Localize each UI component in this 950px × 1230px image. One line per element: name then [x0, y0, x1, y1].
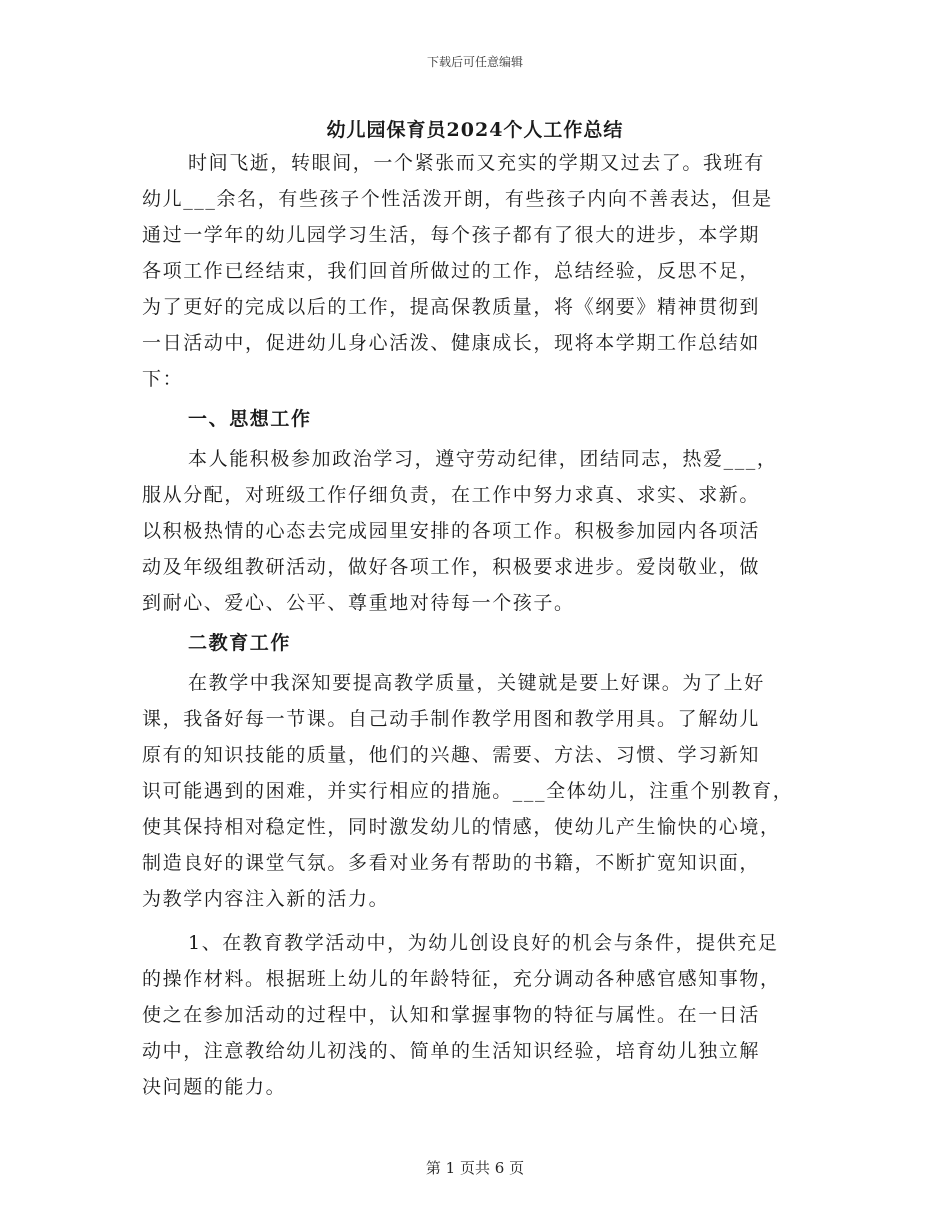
body-line: 通过一学年的幼儿园学习生活，每个孩子都有了很大的进步，本学期: [142, 224, 761, 246]
body-line: 为了更好的完成以后的工作，提高保教质量，将《纲要》精神贯彻到: [142, 296, 761, 318]
body-line: 动及年级组教研活动，做好各项工作，积极要求进步。爱岗敬业，做: [142, 556, 761, 578]
body-line: 制造良好的课堂气氛。多看对业务有帮助的书籍，不断扩宽知识面，: [142, 852, 761, 874]
body-line: 使之在参加活动的过程中，认知和掌握事物的特征与属性。在一日活: [142, 1004, 761, 1026]
body-line: 课，我备好每一节课。自己动手制作教学用图和教学用具。了解幼儿: [142, 708, 761, 730]
body-line: 决问题的能力。: [142, 1076, 287, 1098]
body-line: 以积极热情的心态去完成园里安排的各项工作。积极参加园内各项活: [142, 520, 761, 542]
section-heading: 二教育工作: [188, 632, 292, 654]
body-line: 原有的知识技能的质量，他们的兴趣、需要、方法、习惯、学习新知: [142, 744, 761, 766]
body-line: 在教学中我深知要提高教学质量，关键就是要上好课。为了上好: [188, 672, 765, 694]
body-line: 服从分配，对班级工作仔细负责，在工作中努力求真、求实、求新。: [142, 484, 761, 506]
body-line: 到耐心、爱心、公平、尊重地对待每一个孩子。: [142, 592, 575, 614]
body-line: 1、在教育教学活动中，为幼儿创设良好的机会与条件，提供充足: [188, 932, 779, 954]
body-line: 本人能积极参加政治学习，遵守劳动纪律，团结同志，热爱___，: [188, 448, 778, 470]
body-line: 使其保持相对稳定性，同时激发幼儿的情感，使幼儿产生愉快的心境，: [142, 816, 781, 838]
page-header: 下载后可任意编辑: [426, 55, 523, 69]
body-line: 识可能遇到的困难，并实行相应的措施。___全体幼儿，注重个别教育，: [142, 780, 794, 802]
section-heading: 一、思想工作: [188, 408, 312, 430]
body-line: 幼儿___余名，有些孩子个性活泼开朗，有些孩子内向不善表达，但是: [142, 188, 773, 210]
body-line: 动中，注意教给幼儿初浅的、简单的生活知识经验，培育幼儿独立解: [142, 1040, 761, 1062]
page-footer: 第 1 页共 6 页: [425, 1159, 525, 1177]
body-line: 的操作材料。根据班上幼儿的年龄特征，充分调动各种感官感知事物，: [142, 968, 781, 990]
body-line: 时间飞逝，转眼间，一个紧张而又充实的学期又过去了。我班有: [188, 152, 765, 174]
document-title: 幼儿园保育员2024个人工作总结: [326, 119, 624, 141]
body-line: 各项工作已经结束，我们回首所做过的工作，总结经验，反思不足，: [142, 260, 761, 282]
body-line: 一日活动中，促进幼儿身心活泼、健康成长，现将本学期工作总结如: [142, 332, 761, 354]
body-line: 下：: [142, 368, 184, 390]
body-line: 为教学内容注入新的活力。: [142, 888, 390, 910]
